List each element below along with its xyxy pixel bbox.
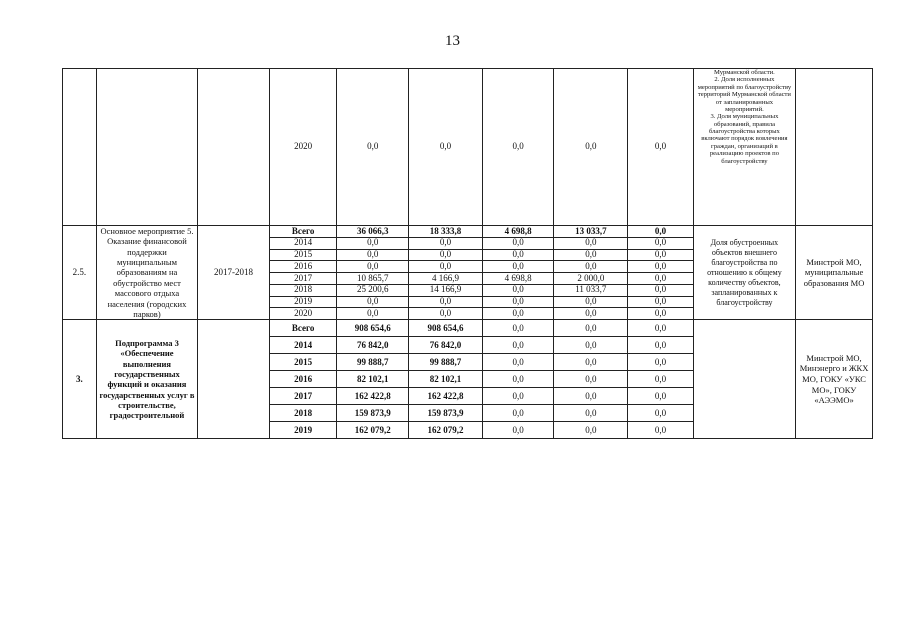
budget-table	[62, 68, 873, 439]
year-cell: 2018	[269, 405, 337, 422]
value-cell: 0,0	[482, 354, 554, 371]
executor-cell: Минстрой МО, Минэнерго и ЖКХ МО, ГОКУ «УКС МО», ГОКУ «АЭЭМО»	[796, 320, 873, 439]
value-cell: 159 873,9	[409, 405, 483, 422]
total-cell: 0,0	[337, 249, 409, 261]
value-cell: 0,0	[628, 237, 694, 249]
program-name-cell	[96, 69, 197, 226]
row-number-cell: 3.	[63, 320, 97, 439]
total-cell: 159 873,9	[337, 405, 409, 422]
table-row	[63, 226, 873, 238]
value-cell: 11 033,7	[554, 284, 628, 296]
indicator-cell	[693, 320, 795, 439]
table-row	[63, 69, 873, 226]
year-cell: 2020	[269, 69, 337, 226]
value-cell: 99 888,7	[409, 354, 483, 371]
year-cell: 2018	[269, 284, 337, 296]
value-cell: 0,0	[409, 308, 483, 320]
value-cell: 0,0	[482, 337, 554, 354]
program-name-cell: Подпрограмма 3 «Обеспечение выполнения государственных функций и оказания государственных услуг в строительстве, градостроительной	[96, 320, 197, 439]
value-cell: 0,0	[482, 422, 554, 439]
program-name-cell: Основное мероприятие 5. Оказание финансовой поддержки муниципальным образованиям на обустройство мест массового отдыха населения (городских парков)	[96, 226, 197, 320]
value-cell: 82 102,1	[409, 371, 483, 388]
total-cell: 99 888,7	[337, 354, 409, 371]
total-cell: 0,0	[337, 237, 409, 249]
value-cell: 0,0	[482, 237, 554, 249]
year-cell: 2020	[269, 308, 337, 320]
value-cell: 0,0	[554, 405, 628, 422]
value-cell: 0,0	[628, 69, 694, 226]
value-cell: 0,0	[628, 337, 694, 354]
value-cell: 0,0	[554, 308, 628, 320]
value-cell: 0,0	[628, 388, 694, 405]
value-cell: 0,0	[554, 320, 628, 337]
total-cell: 162 422,8	[337, 388, 409, 405]
year-cell: 2019	[269, 422, 337, 439]
value-cell: 162 422,8	[409, 388, 483, 405]
value-cell: 0,0	[554, 249, 628, 261]
value-cell: 0,0	[628, 284, 694, 296]
value-cell: 0,0	[482, 296, 554, 308]
row-number-cell: 2.5.	[63, 226, 97, 320]
value-cell: 0,0	[554, 354, 628, 371]
value-cell: 18 333,8	[409, 226, 483, 238]
year-cell: 2017	[269, 388, 337, 405]
indicators-text: Мурманской области. 2. Доля исполненных мероприятий по благоустройству территорий Мурманской области от запланированных мероприятий. 3. Доля муниципальных образований, правила благоустройства которых включают порядок вовлечения граждан, организаций в реализацию проектов по благоустройству	[697, 69, 792, 165]
value-cell: 0,0	[628, 422, 694, 439]
value-cell: 0,0	[554, 296, 628, 308]
value-cell: 4 698,8	[482, 273, 554, 285]
indicator-cell: Доля обустроенных объектов внешнего благоустройства по отношению к общему количеству объектов, запланированных к благоустройству	[693, 226, 795, 320]
year-cell: 2014	[269, 337, 337, 354]
value-cell: 76 842,0	[409, 337, 483, 354]
total-cell: 0,0	[337, 69, 409, 226]
year-cell: 2016	[269, 371, 337, 388]
period-cell: 2017-2018	[198, 226, 270, 320]
value-cell: 0,0	[409, 69, 483, 226]
value-cell: 0,0	[628, 249, 694, 261]
value-cell: 2 000,0	[554, 273, 628, 285]
value-cell: 0,0	[628, 405, 694, 422]
year-cell: 2015	[269, 249, 337, 261]
value-cell: 0,0	[482, 371, 554, 388]
executor-cell: Минстрой МО, муниципальные образования МО	[796, 226, 873, 320]
value-cell: 0,0	[482, 405, 554, 422]
year-cell: Всего	[269, 226, 337, 238]
value-cell: 162 079,2	[409, 422, 483, 439]
value-cell: 0,0	[409, 261, 483, 273]
year-cell: 2019	[269, 296, 337, 308]
value-cell: 0,0	[554, 261, 628, 273]
value-cell: 908 654,6	[409, 320, 483, 337]
value-cell: 14 166,9	[409, 284, 483, 296]
total-cell: 82 102,1	[337, 371, 409, 388]
page-number: 13	[445, 33, 460, 49]
year-cell: Всего	[269, 320, 337, 337]
period-cell	[198, 69, 270, 226]
total-cell: 76 842,0	[337, 337, 409, 354]
year-cell: 2015	[269, 354, 337, 371]
value-cell: 0,0	[409, 237, 483, 249]
value-cell: 0,0	[554, 371, 628, 388]
indicators-cell	[693, 69, 795, 226]
value-cell: 0,0	[628, 371, 694, 388]
value-cell: 0,0	[409, 249, 483, 261]
total-cell: 10 865,7	[337, 273, 409, 285]
value-cell: 0,0	[482, 308, 554, 320]
executor-cell	[796, 69, 873, 226]
value-cell: 0,0	[482, 69, 554, 226]
row-number-cell	[63, 69, 97, 226]
value-cell: 0,0	[628, 296, 694, 308]
value-cell: 0,0	[628, 354, 694, 371]
value-cell: 0,0	[482, 388, 554, 405]
value-cell: 0,0	[482, 284, 554, 296]
value-cell: 0,0	[482, 320, 554, 337]
value-cell: 0,0	[554, 337, 628, 354]
value-cell: 0,0	[628, 308, 694, 320]
value-cell: 13 033,7	[554, 226, 628, 238]
value-cell: 4 698,8	[482, 226, 554, 238]
value-cell: 0,0	[628, 226, 694, 238]
total-cell: 0,0	[337, 296, 409, 308]
value-cell: 0,0	[628, 320, 694, 337]
value-cell: 0,0	[554, 388, 628, 405]
value-cell: 0,0	[554, 69, 628, 226]
total-cell: 0,0	[337, 308, 409, 320]
value-cell: 0,0	[554, 237, 628, 249]
total-cell: 25 200,6	[337, 284, 409, 296]
total-cell: 162 079,2	[337, 422, 409, 439]
total-cell: 908 654,6	[337, 320, 409, 337]
total-cell: 36 066,3	[337, 226, 409, 238]
year-cell: 2017	[269, 273, 337, 285]
value-cell: 0,0	[409, 296, 483, 308]
value-cell: 4 166,9	[409, 273, 483, 285]
value-cell: 0,0	[554, 422, 628, 439]
table-row	[63, 320, 873, 337]
year-cell: 2014	[269, 237, 337, 249]
value-cell: 0,0	[482, 261, 554, 273]
period-cell	[198, 320, 270, 439]
year-cell: 2016	[269, 261, 337, 273]
total-cell: 0,0	[337, 261, 409, 273]
value-cell: 0,0	[482, 249, 554, 261]
value-cell: 0,0	[628, 273, 694, 285]
value-cell: 0,0	[628, 261, 694, 273]
